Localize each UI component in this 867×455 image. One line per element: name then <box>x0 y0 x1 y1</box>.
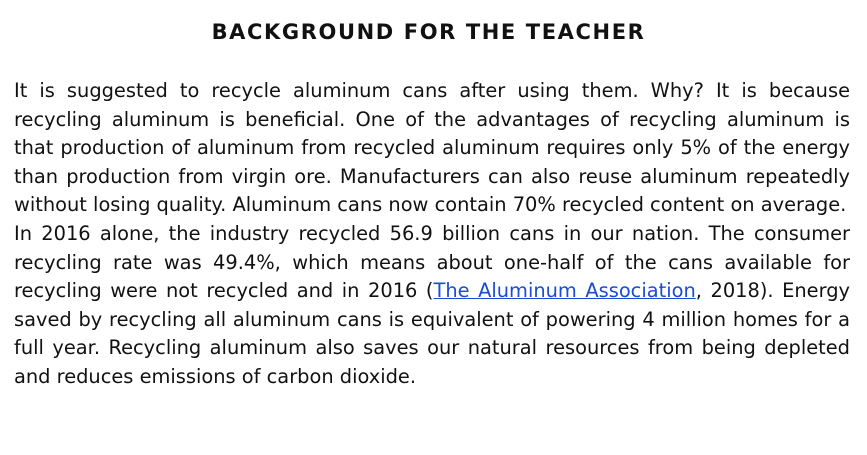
paragraph-recycling-benefits: It is suggested to recycle aluminum cans after using them. Why? It is because recycling aluminum is beneficial. One of the advantages of recycling aluminum is that production of aluminum from recycled aluminum requires only 5% of the energy than production from virgin ore. Manufacturers can also reuse aluminum repeatedly without losing quality. Aluminum cans now contain 70% recycled content on average. <box>14 79 850 217</box>
aluminum-association-link[interactable]: The Aluminum Association <box>433 279 696 303</box>
background-text <box>14 77 850 392</box>
paragraph-recycling-statistics <box>14 220 850 392</box>
paragraph-2-text-start: In 2016 alone, the industry recycled 56.9 billion cans in our nation. The consumer recycling rate was 49.4%, which means about one-half of the cans available for recycling were not recycled and in 2016 ( <box>14 221 850 303</box>
paragraph-2-text-end: , 2018). Energy saved by recycling all aluminum cans is equivalent of powering 4 million homes for a full year. Recycling aluminum also saves our natural resources from being depleted and reduces emissions of carbon dioxide. <box>14 279 850 388</box>
page-title: BACKGROUND FOR THE TEACHER <box>211 20 646 44</box>
